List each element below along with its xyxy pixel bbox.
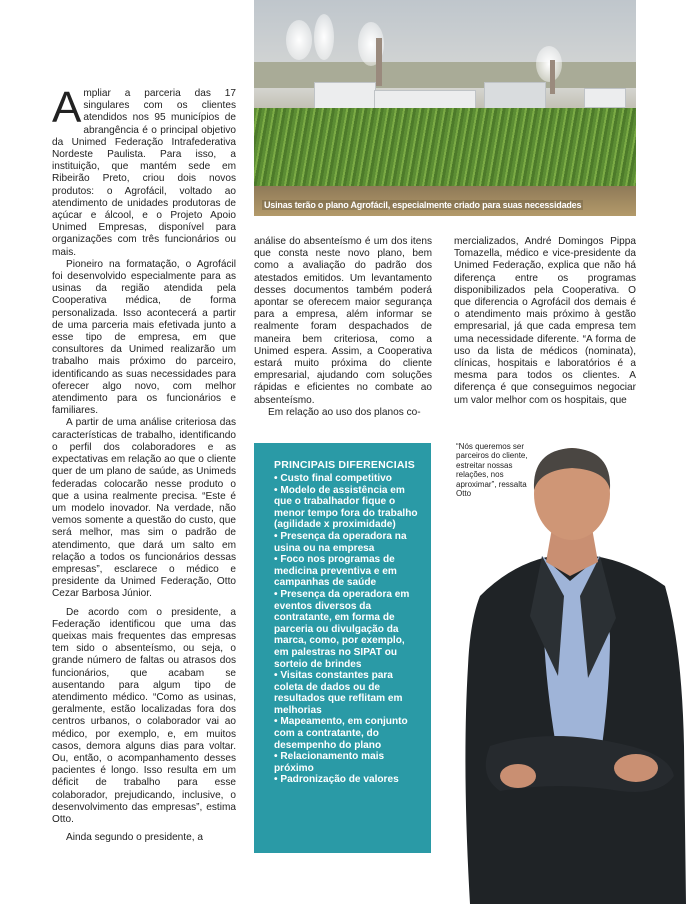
box-title: PRINCIPAIS DIFERENCIAIS (274, 459, 415, 471)
paragraph: Pioneiro na formatação, o Agrofácil foi desenvolvido especialmente para as usinas da região atendida pela Cooperativa médica, de forma personalizada. Isso acontecerá a partir de uma parceria mais efetivada junto a esse tipo de empresa, em que consultores da Unimed realizarão um trabalho mais próximo do parceiro, identificando as suas necessidades para oferecer algo novo, com melhor atendimento para os funcionários e familiares. (52, 258, 236, 417)
list-item: • Presença da operadora em eventos diversos da contratante, em forma de parceria ou divulgação da marca, como, por exemplo, em palestras no SIPAT ou sorteio de brindes (274, 588, 410, 670)
paragraph: De acordo com o presidente, a Federação identificou que uma das queixas mais frequentes das empresas tem sido o absenteísmo, ou seja, o grande número de faltas ou atrasos dos funcionários, que acabam se ausentando para algum tipo de atendimento médico. “Como as usinas, geralmente, estão localizadas fora dos centros urbanos, o colaborador vai ao médico, por exemplo, e, em muitos casos, demora alguns dias para voltar. Ou, então, o acompanhamento desses pacientes é longo. Isso resulta em um déficit de trabalho para esse colaborador, prejudicando, inclusive, o desenvolvimento das empresas”, estima Otto. (52, 606, 236, 825)
list-item: • Foco nos programas de medicina preventiva e em campanhas de saúde (274, 554, 397, 589)
list-item: • Custo final competitivo (274, 473, 392, 484)
portrait-photo (460, 446, 687, 904)
list-item: • Presença da operadora na usina ou na empresa (274, 530, 407, 554)
text-column-1 (52, 83, 236, 844)
differentials-list (274, 473, 421, 786)
list-item: • Mapeamento, em conjunto com a contratante, do desempenho do plano (274, 716, 408, 751)
sugar-mill-photo (254, 0, 636, 216)
list-item: • Visitas constantes para coleta de dados ou de resultados que reflitam em melhorias (274, 670, 403, 716)
paragraph: análise do absenteísmo é um dos itens que consta neste novo plano, bem como a avaliação do padrão dos atestados emitidos. Um levantamento desses documentos também poderá apontar se oferecem maior segurança para a empresa, além informar se realmente foram despachados de maneira bem criteriosa, como a Unimed espera. Assim, a Cooperativa estará muito próxima do cliente empresarial, ajudando com soluções rápidas e eficientes no combate ao absenteísmo. (254, 236, 432, 406)
paragraph: mercializados, André Domingos Pippa Tomazella, médico e vice-presidente da Unimed Federação, explica que não há diferença entre os programas disponibilizados pela Cooperativa. O que diferencia o Agrofácil dos demais é o atendimento mais próximo à gestão empresarial, já que cada empresa tem uma necessidade diferente. “A forma de uso da lista de médicos (nominata), clínicas, hospitais e laboratórios é a mesma para todos os clientes. A diferença é que conseguimos negociar um valor melhor com os hospitais, que (454, 236, 636, 406)
text-column-3 (454, 236, 636, 407)
list-item: • Relacionamento mais próximo (274, 751, 385, 774)
paragraph: Ainda segundo o presidente, a (66, 832, 203, 844)
photo-caption: Usinas terão o plano Agrofácil, especialmente criado para suas necessidades (264, 200, 582, 210)
drop-cap: A (52, 83, 82, 132)
paragraph: A partir de uma análise criteriosa das características de trabalho, identificando o perfil dos colaboradores e as expectativas em relação ao que o cliente quer de um plano de saúde, as Unimeds federadas colocarão nesse produto o que a usina realmente precisa. “Este é um modelo inovador. Na verdade, não vemos somente a questão do custo, que será melhor, mas sim o padrão de atendimento, que dará um salto em relação a todos os funcionários dessas empresas”, esclarece o médico e presidente da Unimed Federação, Otto Cezar Barbosa Júnior. (52, 417, 236, 600)
list-item: • Padronização de valores (274, 774, 399, 786)
pull-quote: “Nós queremos ser parceiros do cliente, estreitar nossas relações, nos aproximar”, ressalta Otto (456, 442, 528, 499)
text-column-2 (254, 236, 432, 419)
paragraph: Em relação ao uso dos planos co- (268, 406, 421, 418)
differentials-box (254, 443, 431, 853)
list-item: • Modelo de assistência em que o trabalhador fique o menor tempo fora do trabalho (agilidade x proximidade) (274, 484, 418, 531)
paragraph: Ampliar a parceria das 17 singulares com os clientes atendidos nos 95 municípios de abrangência é o principal objetivo da Unimed Federação Intrafederativa Nordeste Paulista. Para isso, a instituição, que mantém sede em Ribeirão Preto, criou dois novos produtos: o Agrofácil, voltado ao atendimento de unidades produtoras de açúcar e álcool, e o Projeto Apoio Unimed Empresas, disponível para organizações com três funcionários ou mais. (52, 83, 236, 258)
